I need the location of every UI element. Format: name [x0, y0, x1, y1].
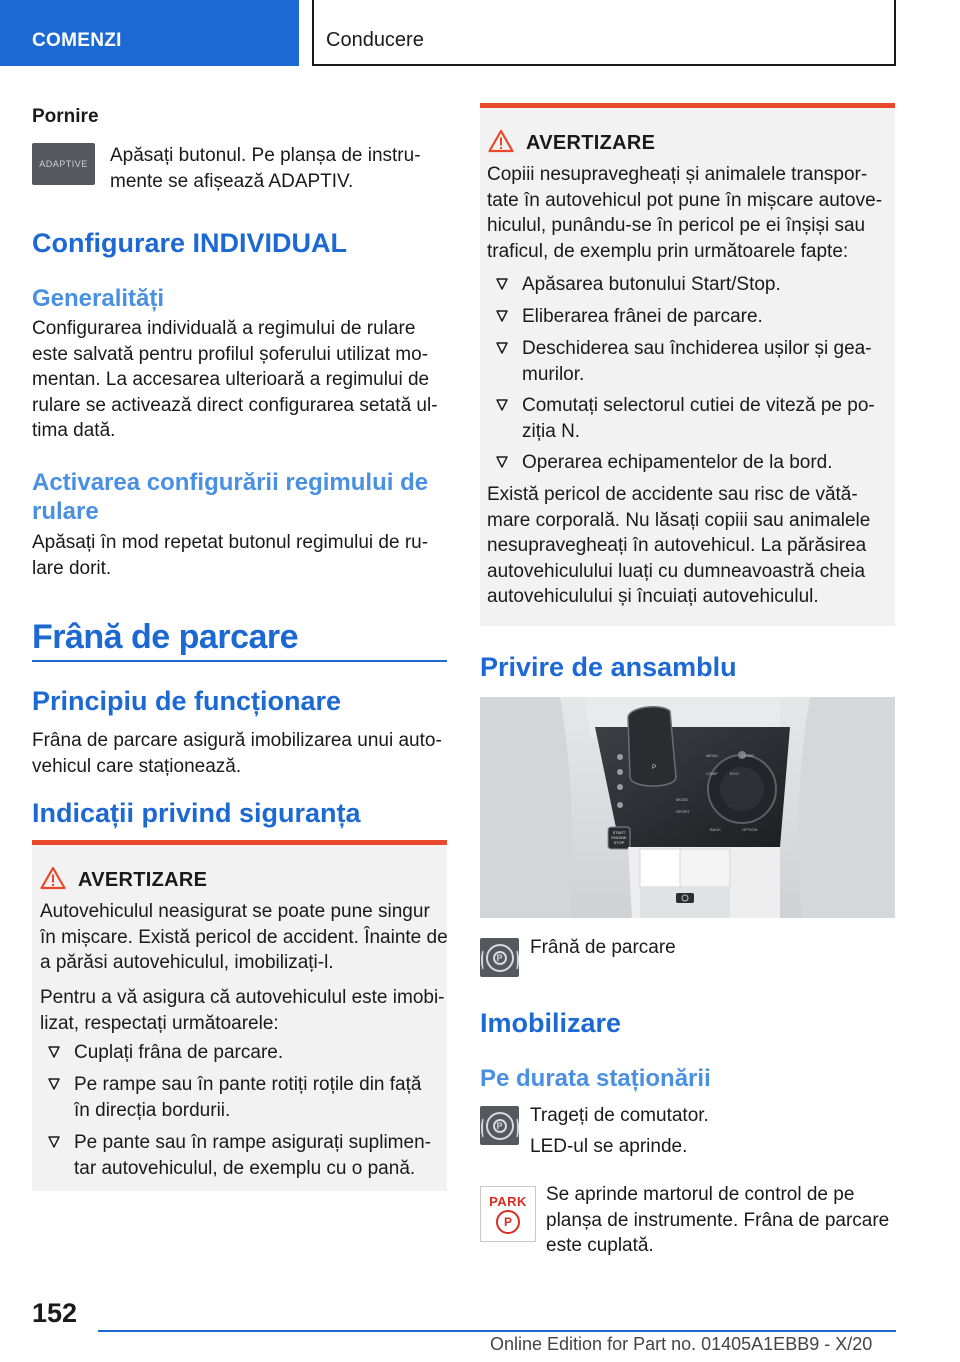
frana-caption: Frână de parcare [530, 937, 676, 958]
heading-imobilizare: Imobilizare [480, 1008, 622, 1038]
text-line: Apăsați în mod repetat butonul regimului de ru- [32, 532, 429, 553]
text-line: murilor. [522, 363, 585, 385]
parking-brake-symbol [486, 1112, 514, 1140]
photo-mode-label: MODE [676, 797, 688, 802]
photo-sport-label: SPORT [676, 809, 690, 814]
activare-text [32, 530, 428, 581]
photo-start-label: START [612, 830, 626, 835]
bullet-triangle-icon [496, 342, 508, 355]
bullet-triangle-icon [48, 1078, 60, 1091]
bullet-triangle-icon [48, 1136, 60, 1149]
warning-para [40, 985, 445, 1036]
text-line: este cuplată. [546, 1235, 654, 1256]
text-line: planșa de instrumente. Frâna de parcare [546, 1209, 890, 1231]
text-line: autovehiculului și încuiați autovehiculul. [487, 586, 819, 607]
list-item-text: Apăsarea butonului Start/Stop. [522, 274, 781, 295]
pornire-label: Pornire [32, 106, 99, 127]
text-line: tima dată. [32, 420, 116, 441]
text-line: Frâna de parcare asigură imobilizarea unui auto- [32, 730, 442, 751]
warning-para [487, 482, 870, 610]
heading-principiu: Principiu de funcționare [32, 686, 342, 716]
chapter-tab: Conducere [312, 0, 896, 66]
bullet-triangle-icon [496, 456, 508, 469]
heading-stationare: Pe durata staționării [480, 1065, 711, 1092]
list-item-text: Eliberarea frânei de parcare. [522, 306, 763, 327]
photo-menu-label: MENU [706, 753, 718, 758]
heading-frana-de-parcare: Frână de parcare [32, 618, 299, 656]
photo-home-label: HOME [742, 753, 754, 758]
text-line: Pe pante sau în rampe asigurați suplimen- [74, 1132, 431, 1153]
principiu-text [32, 728, 442, 779]
park-indicator-letter: P [496, 1210, 520, 1234]
console-illustration [480, 697, 895, 918]
footer-edition: Online Edition for Part no. 01405A1EBB9 - X/20 [490, 1334, 873, 1354]
park-indicator-word: PARK [489, 1193, 527, 1209]
text-line: a părăsi autovehiculul, imobilizați-l. [40, 952, 334, 973]
photo-option-label: OPTION [742, 827, 758, 832]
heading-line: rulare [32, 498, 99, 525]
list-item-text: Operarea echipamentelor de la bord. [522, 452, 833, 473]
text-line: Apăsați butonul. Pe planșa de instru- [110, 145, 421, 166]
list-item-text [522, 336, 872, 387]
heading-rule [32, 660, 447, 662]
adaptive-icon-text: ADAPTIVE [39, 159, 88, 169]
heading-configurare: Configurare INDIVIDUAL [32, 228, 348, 258]
warning-para [487, 162, 882, 264]
text-line: mare corporală. Nu lăsați copiii sau animalele [487, 509, 871, 531]
parking-brake-button-icon [480, 938, 519, 977]
bullet-triangle-icon [496, 310, 508, 323]
text-line: rulare se activează direct configurarea setată ul- [32, 394, 438, 416]
text-line: Există pericol de accidente sau risc de vătă- [487, 484, 858, 505]
text-line: lizat, respectați următoarele: [40, 1012, 279, 1034]
stationare-text: LED-ul se aprinde. [530, 1136, 688, 1157]
text-line: Autovehiculul neasigurat se poate pune singur [40, 901, 430, 922]
photo-stop-label: STOP [613, 840, 625, 845]
warning-title: AVERTIZARE [526, 132, 656, 154]
text-line: Se aprinde martorul de control de pe [546, 1184, 855, 1205]
page-number: 152 [32, 1298, 78, 1328]
text-line: autovehiculului luați cu dumneavoastră cheia [487, 560, 866, 582]
stationare-text: Trageți de comutator. [530, 1105, 709, 1126]
svg-text:P: P [652, 765, 657, 771]
heading-generalitati: Generalități [32, 285, 165, 312]
pornire-text [110, 143, 421, 194]
text-line: tar autovehiculul, de exemplu cu o pană. [74, 1157, 416, 1179]
text-line: hiculul, punându-se în pericol pe ei înșiși sau [487, 215, 866, 236]
photo-engine-label: ENGINE [611, 835, 627, 840]
warning-triangle-icon [488, 129, 514, 153]
generalitati-text [32, 316, 438, 444]
footer-rule [98, 1330, 896, 1332]
text-line: Pe rampe sau în pante rotiți roțile din față [74, 1074, 422, 1095]
photo-back-label: BACK [710, 827, 721, 832]
list-item-text [522, 393, 875, 444]
text-line: mentan. La accesarea ulterioară a regimului de [32, 369, 430, 390]
park-text [546, 1182, 889, 1259]
parking-brake-letter: P [493, 1119, 507, 1133]
bullet-triangle-icon [496, 399, 508, 412]
photo-comfort-label: COMF [706, 771, 718, 776]
text-line: vehicul care staționează. [32, 755, 242, 777]
parking-brake-symbol [486, 944, 514, 972]
list-item-text [74, 1130, 431, 1181]
list-item-text: Cuplați frâna de parcare. [74, 1042, 284, 1063]
text-line: lare dorit. [32, 557, 112, 579]
parking-brake-button-icon [480, 1106, 519, 1145]
photo-eco-label: ECO [730, 771, 739, 776]
heading-indicatii: Indicații privind siguranța [32, 798, 361, 828]
list-item-text [74, 1072, 421, 1123]
park-indicator-icon [480, 1186, 536, 1242]
bullet-triangle-icon [496, 278, 508, 291]
text-line: mente se afișează ADAPTIV. [110, 170, 354, 192]
text-line: Deschiderea sau închiderea ușilor și gea- [522, 338, 872, 359]
text-line: Pentru a vă asigura că autovehiculul este imobi- [40, 987, 445, 1008]
text-line: nesupravegheați în autovehicul. La părăsirea [487, 535, 867, 556]
heading-line: Activarea configurării regimului de [32, 469, 429, 496]
center-console-photo [480, 697, 895, 918]
text-line: în mișcare. Există pericol de accident. Înainte de [40, 926, 448, 948]
warning-para [40, 899, 448, 976]
text-line: traficul, de exemplu prin următoarele fapte: [487, 240, 849, 262]
text-line: Configurarea individuală a regimului de rulare [32, 318, 416, 339]
text-line: în direcția bordurii. [74, 1099, 231, 1121]
text-line: tate în autovehicul pot pune în mișcare autove- [487, 189, 883, 211]
bullet-triangle-icon [48, 1046, 60, 1059]
warning-title: AVERTIZARE [78, 869, 208, 891]
adaptive-button-icon [32, 143, 95, 185]
text-line: este salvată pentru profilul șoferului utilizat mo- [32, 343, 429, 365]
warning-triangle-icon [40, 866, 66, 890]
heading-privire: Privire de ansamblu [480, 652, 737, 682]
text-line: Copiii nesupravegheați și animalele transpor- [487, 164, 868, 185]
text-line: Comutați selectorul cutiei de viteză pe po- [522, 395, 875, 416]
section-tab: COMENZI [0, 0, 299, 66]
text-line: ziția N. [522, 420, 581, 442]
parking-brake-letter: P [493, 951, 507, 965]
heading-activare [32, 468, 428, 526]
